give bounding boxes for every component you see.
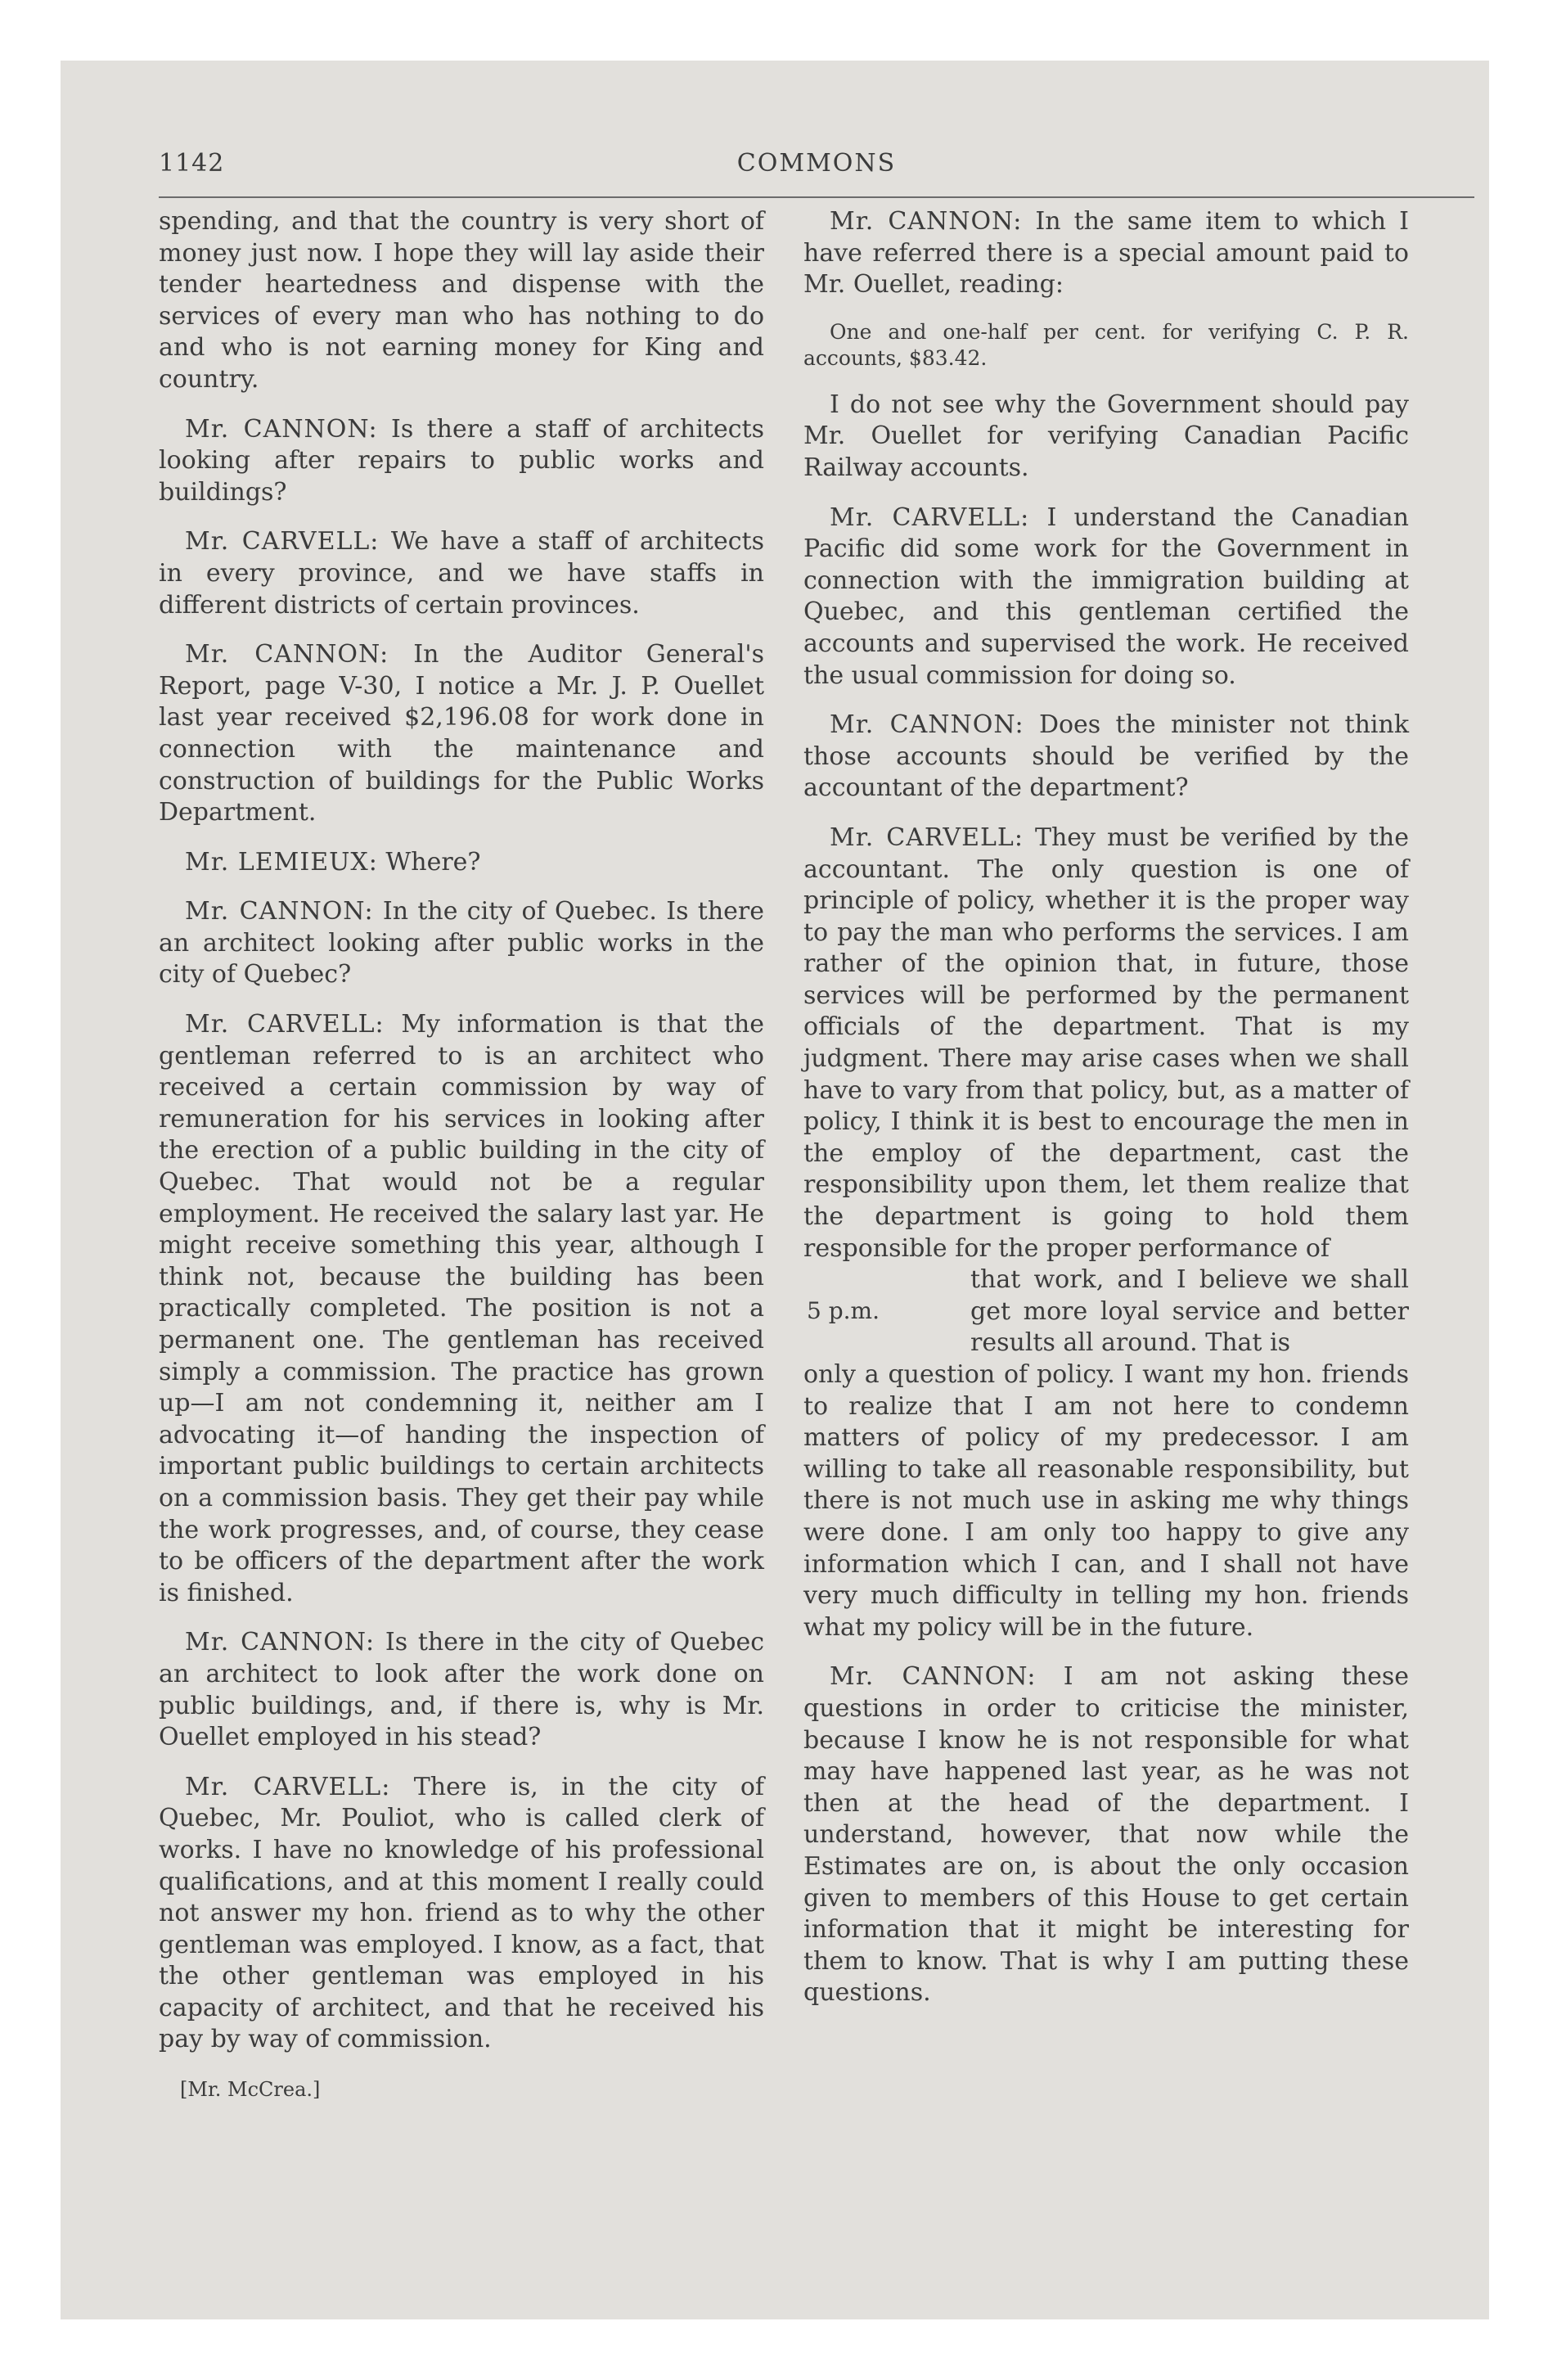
speaker-name: Mr. CARVELL:: [185, 527, 380, 557]
paragraph: Mr. CANNON: I am not asking these questions in order to criticise the minister, because I know he is not responsible for what may have happened last year, as he was not then at the head of the department. I understand, however, that now while the Estimates are on, is about the only occasion given to members of this House to get certain information that it might be interesting for them to know. That is why I am putting these questions.: [803, 1662, 1409, 2008]
paragraph: Mr. LEMIEUX: Where?: [185, 847, 481, 877]
margin-time: 5 p.m.: [807, 1297, 880, 1325]
speaker-name: Mr. LEMIEUX:: [185, 847, 378, 877]
paragraph: Mr. CARVELL: We have a staff of architects in every province, and we have staffs in different districts of certain provinces.: [159, 527, 764, 620]
paragraph: Mr. CARVELL: They must be verified by the accountant. The only question is one of principle of policy, whether it is the proper way to pay the man who performs the services. I am rather of the opinion that, in future, those services will be performed by the permanent officials of the department. That is my judgment. There may arise cases when we shall have to vary from that policy, but, as a matter of policy, I think it is best to encourage the men in the employ of the department, cast the responsibility upon them, let them realize that the department is going to hold them responsible for the proper performance of: [803, 823, 1409, 1263]
paragraph-continued: that work, and I believe we shall get more loyal service and better results all around. That is: [970, 1265, 1409, 1358]
page-scan: [61, 61, 1489, 2319]
paragraph: Mr. CANNON: Is there in the city of Quebec an architect to look after the work done on public buildings, and, if there is, why is Mr. Ouellet employed in his stead?: [159, 1628, 764, 1752]
right-column: [803, 206, 1409, 2027]
paragraph: Mr. CANNON: Does the minister not think those accounts should be verified by the accountant of the department?: [803, 710, 1409, 803]
speaker-name: Mr. CANNON:: [830, 1662, 1037, 1692]
speaker-name: Mr. CARVELL:: [185, 1010, 385, 1039]
speaker-name: Mr. CANNON:: [185, 1628, 376, 1657]
page-number: 1142: [159, 149, 225, 178]
speaker-name: Mr. CARVELL:: [830, 823, 1024, 852]
speaker-name: Mr. CARVELL:: [830, 503, 1030, 532]
paragraph: I do not see why the Government should pay Mr. Ouellet for verifying Canadian Pacific Railway accounts.: [803, 390, 1409, 482]
paragraph: Mr. CARVELL: I understand the Canadian Pacific did some work for the Government in connection with the immigration building at Quebec, and this gentleman certified the accounts and supervised the work. He received the usual commission for doing so.: [803, 503, 1409, 690]
paragraph: Mr. CARVELL: There is, in the city of Quebec, Mr. Pouliot, who is called clerk of works. I have no knowledge of his professional qualifications, and at this moment I really could not answer my hon. friend as to why the other gentleman was employed. I know, as a fact, that the other gentleman was employed in his capacity of architect, and that he received his pay by way of commission.: [159, 1772, 764, 2054]
speaker-name: Mr. CANNON:: [185, 640, 389, 669]
paragraph: Mr. CANNON: In the Auditor General's Report, page V-30, I notice a Mr. J. P. Ouellet last year received $2,196.08 for work done in connection with the maintenance and construction of buildings for the Public Works Department.: [159, 640, 764, 827]
margin-note-row: [803, 1264, 1409, 1359]
running-footer: [Mr. McCrea.]: [180, 2078, 321, 2102]
paragraph: Mr. CANNON: Is there a staff of architects looking after repairs to public works and buildings?: [159, 414, 764, 507]
speaker-name: Mr. CANNON:: [185, 897, 374, 926]
left-column: [159, 206, 764, 2106]
paragraph-continued: only a question of policy. I want my hon. friends to realize that I am not here to condemn matters of policy of my predecessor. I am willing to take all reasonable responsibility, but there is not much use in asking me why things were done. I am only too happy to give any information which I can, and I shall not have very much difficulty in telling my hon. friends what my policy will be in the future.: [803, 1360, 1409, 1642]
paragraph: spending, and that the country is very short of money just now. I hope they will lay aside their tender heartedness and dispense with the services of every man who has nothing to do and who is not earning money for King and country.: [159, 207, 764, 394]
speaker-name: Mr. CANNON:: [830, 710, 1024, 740]
speaker-name: Mr. CANNON:: [830, 207, 1023, 236]
paragraph: Mr. CANNON: In the same item to which I have referred there is a special amount paid to Mr. Ouellet, reading:: [803, 207, 1409, 300]
paragraph: Mr. CANNON: In the city of Quebec. Is there an architect looking after public works in the city of Quebec?: [159, 897, 764, 989]
header-rule: [159, 196, 1474, 198]
page-header: [159, 149, 1474, 185]
speaker-name: Mr. CARVELL:: [185, 1772, 391, 1801]
speaker-name: Mr. CANNON:: [185, 414, 378, 444]
quoted-item: One and one-half per cent. for verifying C. P. R. accounts, $83.42.: [803, 319, 1409, 370]
page-title: COMMONS: [736, 149, 897, 178]
paragraph: Mr. CARVELL: My information is that the gentleman referred to is an architect who received a certain commission by way of remuneration for his services in looking after the erection of a public building in the city of Quebec. That would not be a regular employment. He received the salary last yar. He might receive something this year, although I think not, because the building has been practically completed. The position is not a permanent one. The gentleman has received simply a commission. The practice has grown up—I am not condemning it, neither am I advocating it—of handing the inspection of important public buildings to certain architects on a commission basis. They get their pay while the work progresses, and, of course, they cease to be officers of the department after the work is finished.: [159, 1010, 764, 1607]
